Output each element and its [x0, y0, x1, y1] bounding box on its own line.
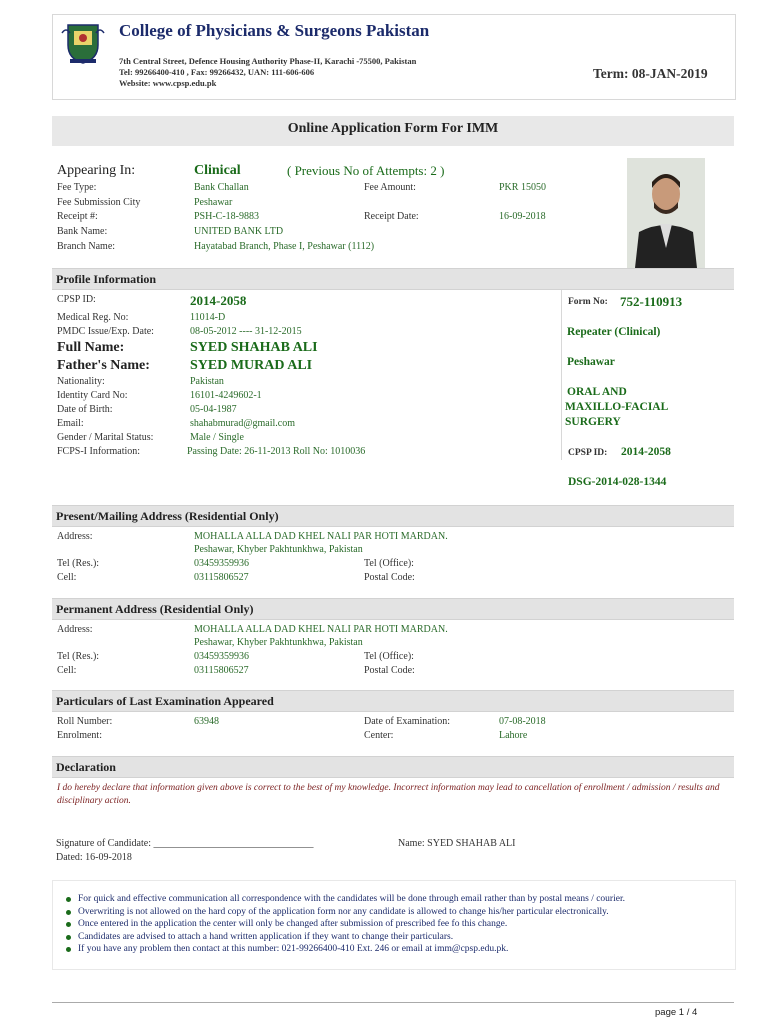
bank-value: UNITED BANK LTD [194, 226, 284, 237]
repeater-status: Repeater (Clinical) [567, 326, 661, 338]
roll-number-label: Roll Number: [57, 716, 113, 727]
side-cpsp-id-label: CPSP ID: [568, 448, 608, 458]
page-number: page 1 / 4 [655, 1007, 698, 1018]
exam-date-value: 07-08-2018 [499, 716, 546, 727]
bank-label: Bank Name: [57, 226, 108, 237]
instructions-list [62, 893, 732, 956]
side-divider [561, 290, 562, 460]
cpsp-id-label: CPSP ID: [57, 294, 96, 305]
list-item: For quick and effective communication all correspondence with the candidates will be done through email rather than by postal means / courier. [62, 893, 732, 906]
website-line: Website: www.cpsp.edu.pk [119, 78, 217, 88]
contact-line: Tel: 99266400-410 , Fax: 99266432, UAN: 111-606-606 [119, 67, 315, 77]
permanent-tel-res-value: 03459359936 [194, 651, 249, 662]
footer-divider [52, 1002, 734, 1003]
signature-line: Signature of Candidate: ________________________________ [56, 838, 314, 849]
previous-attempts: ( Previous No of Attempts: 2 ) [287, 163, 445, 178]
permanent-postal-label: Postal Code: [364, 665, 415, 676]
declaration-text: I do hereby declare that information given above is correct to the best of my knowledge. Incorrect information may lead to cancellation of enrollment / admission / results and disciplinary action. [57, 783, 720, 806]
list-item: Candidates are advised to attach a hand written application if they want to change their particulars. [62, 931, 732, 944]
present-address-line-1: MOHALLA ALLA DAD KHEL NALI PAR HOTI MARDAN. [194, 531, 448, 542]
form-no-value: 752-110913 [620, 294, 683, 309]
present-tel-res-label: Tel (Res.): [57, 558, 100, 569]
receipt-date-value: 16-09-2018 [499, 211, 546, 222]
permanent-address-label: Address: [57, 624, 93, 635]
present-cell-value: 03115806527 [194, 572, 249, 583]
city-label: Fee Submission City [57, 197, 141, 208]
pmdc-value: 08-05-2012 ---- 31-12-2015 [190, 326, 302, 337]
branch-label: Branch Name: [57, 241, 116, 252]
gender-value: Male / Single [190, 432, 244, 443]
present-postal-label: Postal Code: [364, 572, 415, 583]
list-item: If you have any problem then contact at this number: 021-99266400-410 Ext. 246 or email at imm@cpsp.edu.pk. [62, 943, 732, 956]
specialty-line-1: ORAL AND [567, 386, 627, 398]
full-name-label: Full Name: [57, 340, 125, 355]
permanent-address-heading: Permanent Address (Residential Only) [52, 598, 734, 620]
present-address-line-2: Peshawar, Khyber Pakhtunkhwa, Pakistan [194, 544, 363, 555]
present-address-label: Address: [57, 531, 93, 542]
center-label: Center: [364, 730, 394, 741]
person-photo-icon [627, 158, 705, 268]
list-item: Overwriting is not allowed on the hard copy of the application form nor any candidate is allowed to change his/her particular electronically. [62, 906, 732, 919]
dated: Dated: 16-09-2018 [56, 852, 132, 863]
permanent-cell-label: Cell: [57, 665, 77, 676]
present-address-heading: Present/Mailing Address (Residential Only) [52, 505, 734, 527]
cpsp-crest-logo-icon [60, 19, 106, 65]
fee-type-value: Bank Challan [194, 182, 249, 193]
specialty-line-2: MAXILLO-FACIAL [565, 401, 669, 413]
fcps-value: Passing Date: 26-11-2013 Roll No: 1010036 [187, 446, 366, 457]
id-card-label: Identity Card No: [57, 390, 128, 401]
father-name-label: Father's Name: [57, 358, 150, 373]
candidate-photo [627, 158, 705, 268]
fee-amount-value: PKR 15050 [499, 182, 546, 193]
id-card-value: 16101-4249602-1 [190, 390, 262, 401]
exam-date-label: Date of Examination: [364, 716, 451, 727]
permanent-tel-office-label: Tel (Office): [364, 651, 414, 662]
dob-label: Date of Birth: [57, 404, 113, 415]
fee-type-label: Fee Type: [57, 182, 97, 193]
email-value: shahabmurad@gmail.com [190, 418, 296, 429]
appearing-value: Clinical [194, 163, 241, 178]
full-name-value: SYED SHAHAB ALI [190, 340, 318, 355]
center-value: Lahore [499, 730, 528, 741]
exam-center: Peshawar [567, 356, 615, 368]
form-title: Online Application Form For IMM [52, 116, 734, 146]
last-exam-heading: Particulars of Last Examination Appeared [52, 690, 734, 712]
form-no-label: Form No: [568, 297, 608, 307]
fcps-label: FCPS-I Information: [57, 446, 141, 457]
branch-value: Hayatabad Branch, Phase I, Peshawar (1112) [194, 241, 375, 252]
med-reg-value: 11014-D [190, 312, 226, 323]
dob-value: 05-04-1987 [190, 404, 237, 415]
present-tel-res-value: 03459359936 [194, 558, 249, 569]
side-cpsp-id-value: 2014-2058 [621, 446, 671, 458]
receipt-value: PSH-C-18-9883 [194, 211, 260, 222]
cpsp-id-value: 2014-2058 [190, 293, 247, 308]
receipt-date-label: Receipt Date: [364, 211, 419, 222]
gender-label: Gender / Marital Status: [57, 432, 154, 443]
declaration-heading: Declaration [52, 756, 734, 778]
candidate-name: Name: SYED SHAHAB ALI [398, 838, 516, 849]
pmdc-label: PMDC Issue/Exp. Date: [57, 326, 154, 337]
receipt-label: Receipt #: [57, 211, 98, 222]
roll-number-value: 63948 [194, 716, 219, 727]
permanent-address-line-2: Peshawar, Khyber Pakhtunkhwa, Pakistan [194, 637, 363, 648]
enrolment-label: Enrolment: [57, 730, 102, 741]
nationality-label: Nationality: [57, 376, 105, 387]
permanent-address-line-1: MOHALLA ALLA DAD KHEL NALI PAR HOTI MARDAN. [194, 624, 448, 635]
nationality-value: Pakistan [190, 376, 224, 387]
profile-heading: Profile Information [52, 268, 734, 290]
city-value: Peshawar [194, 197, 233, 208]
address-line: 7th Central Street, Defence Housing Authority Phase-II, Karachi -75500, Pakistan [119, 56, 417, 66]
dsg-number: DSG-2014-028-1344 [568, 476, 667, 488]
appearing-label: Appearing In: [57, 163, 136, 178]
term-date: Term: 08-JAN-2019 [593, 66, 708, 81]
list-item: Once entered in the application the center will only be changed after submission of prescribed fee fo this change. [62, 918, 732, 931]
father-name-value: SYED MURAD ALI [190, 358, 313, 373]
present-cell-label: Cell: [57, 572, 77, 583]
present-tel-office-label: Tel (Office): [364, 558, 414, 569]
email-label: Email: [57, 418, 84, 429]
specialty-line-3: SURGERY [565, 416, 621, 428]
med-reg-label: Medical Reg. No: [57, 312, 129, 323]
permanent-cell-value: 03115806527 [194, 665, 249, 676]
fee-amount-label: Fee Amount: [364, 182, 416, 193]
college-name: College of Physicians & Surgeons Pakistan [119, 21, 430, 40]
permanent-tel-res-label: Tel (Res.): [57, 651, 100, 662]
